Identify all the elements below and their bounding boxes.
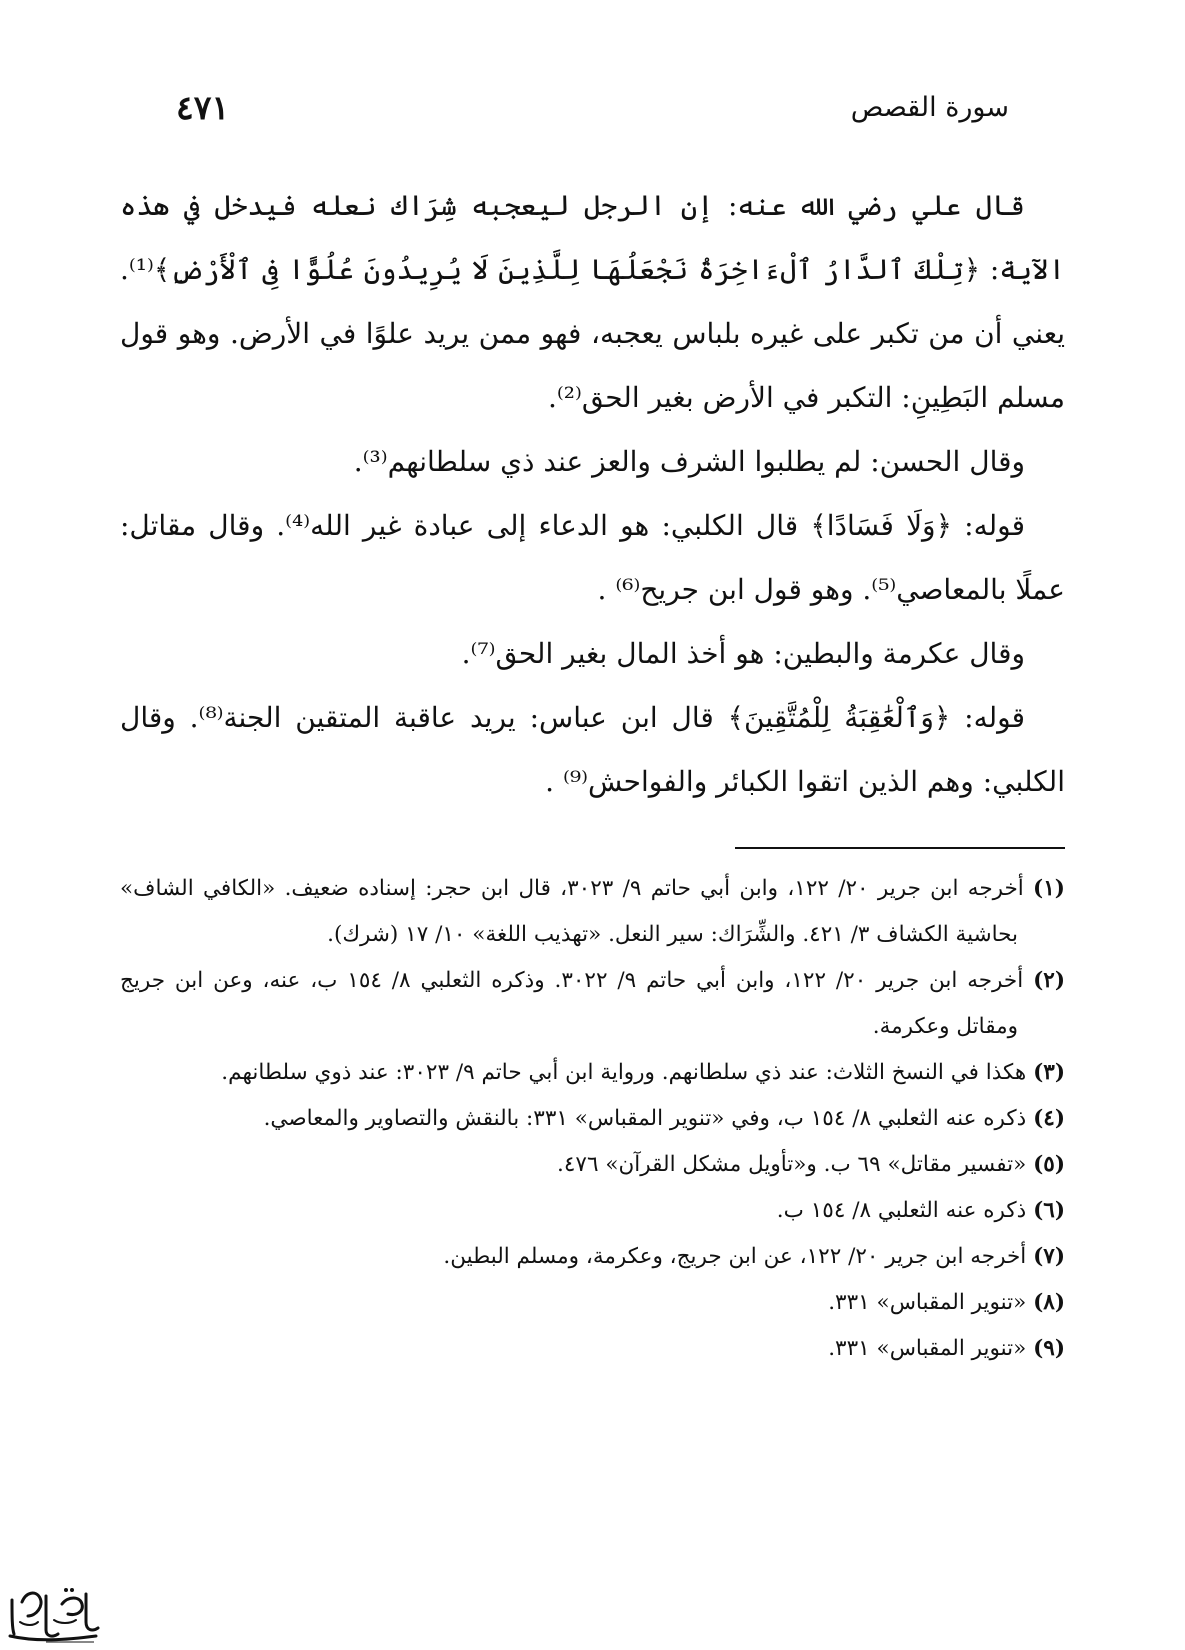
footnote xyxy=(120,1096,1065,1142)
surah-title: سورة القصص xyxy=(850,91,1009,123)
footnote xyxy=(120,1326,1065,1372)
paragraph: وقال الحسن: لم يطلبوا الشرف والعز عند ذي سلطانهم⁽³⁾. xyxy=(353,445,1025,478)
footnote-number: (٨) xyxy=(1033,1290,1065,1315)
footnote-text: «تنوير المقباس» ٣٣١. xyxy=(828,1336,1027,1361)
footnote-text: أخرجه ابن جرير ٢٠/ ١٢٢، وابن أبي حاتم ٩/ ٣٠٢٢. وذكره الثعلبي ٨/ ١٥٤ ب، عنه، وعن ابن جريج ومقاتل وعكرمة. xyxy=(120,968,1024,1039)
page-number: ٤٧١ xyxy=(176,87,230,127)
footnote xyxy=(120,866,1065,958)
footnote xyxy=(120,1050,1065,1096)
footnote-number: (٦) xyxy=(1033,1198,1065,1223)
footnote xyxy=(120,1188,1065,1234)
footnote-number: (٣) xyxy=(1033,1060,1065,1085)
footnote-number: (٢) xyxy=(1033,968,1065,993)
footnote-text: «تنوير المقباس» ٣٣١. xyxy=(828,1290,1027,1315)
footnote-text: أخرجه ابن جرير ٢٠/ ١٢٢، عن ابن جريج، وعكرمة، ومسلم البطين. xyxy=(443,1244,1027,1269)
footnote-text: ذكره عنه الثعلبي ٨/ ١٥٤ ب. xyxy=(776,1198,1027,1223)
footnote xyxy=(120,958,1065,1050)
footnotes xyxy=(120,866,1065,1372)
footnote-text: ذكره عنه الثعلبي ٨/ ١٥٤ ب، وفي «تنوير المقباس» ٣٣١: بالنقش والتصاوير والمعاصي. xyxy=(263,1106,1027,1131)
paragraph: قوله: ﴿وَٱلْعَٰقِبَةُ لِلْمُتَّقِينَ﴾ قال ابن عباس: يريد عاقبة المتقين الجنة⁽⁸⁾. وقال الكلبي: وهم الذين اتقوا الكبائر والفواحش⁽⁹⁾ . xyxy=(120,701,1065,798)
watermark-logo xyxy=(6,1582,102,1648)
footnote xyxy=(120,1280,1065,1326)
footnote-text: هكذا في النسخ الثلاث: عند ذي سلطانهم. ورواية ابن أبي حاتم ٩/ ٣٠٢٣: عند ذوي سلطانهم. xyxy=(221,1060,1027,1085)
footnote-number: (١) xyxy=(1033,876,1065,901)
footnote-separator xyxy=(735,847,1065,849)
page-header xyxy=(176,82,1009,132)
main-text xyxy=(120,174,1065,814)
footnote-number: (٤) xyxy=(1033,1106,1065,1131)
footnote-number: (٥) xyxy=(1033,1152,1065,1177)
footnote-number: (٩) xyxy=(1033,1336,1065,1361)
footnote xyxy=(120,1234,1065,1280)
footnote-number: (٧) xyxy=(1033,1244,1065,1269)
paragraph: وقال عكرمة والبطين: هو أخذ المال بغير الحق⁽⁷⁾. xyxy=(461,637,1025,670)
footnote-text: «تفسير مقاتل» ٦٩ ب. و«تأويل مشكل القرآن» ٤٧٦. xyxy=(557,1152,1027,1177)
paragraph: قوله: ﴿وَلَا فَسَادًا﴾ قال الكلبي: هو الدعاء إلى عبادة غير الله⁽⁴⁾. وقال مقاتل: عملًا بالمعاصي⁽⁵⁾. وهو قول ابن جريح⁽⁶⁾ . xyxy=(120,509,1065,606)
footnote-text: أخرجه ابن جرير ٢٠/ ١٢٢، وابن أبي حاتم ٩/ ٣٠٢٣، قال ابن حجر: إسناده ضعيف. «الكافي الشاف» بحاشية الكشاف ٣/ ٤٢١. والشِّرَاك: سير النعل. «تهذيب اللغة» ١٠/ ١٧ (شرك). xyxy=(120,876,1024,947)
paragraph: قال علي رضي الله عنه: إن الرجل ليعجبه شِرَاك نعله فيدخل في هذه الآية: ﴿تِلْكَ ٱلدَّارُ ٱلْءَاخِرَةُ نَجْعَلُهَا لِلَّذِينَ لَا يُرِيدُونَ عُلُوًّا فِى ٱلْأَرْضِ﴾⁽¹⁾. يعني أن من تكبر على غيره بلباس يعجبه، فهو ممن يريد علوًا في الأرض. وهو قول مسلم البَطِينِ: التكبر في الأرض بغير الحق⁽²⁾. xyxy=(120,189,1066,414)
footnote xyxy=(120,1142,1065,1188)
